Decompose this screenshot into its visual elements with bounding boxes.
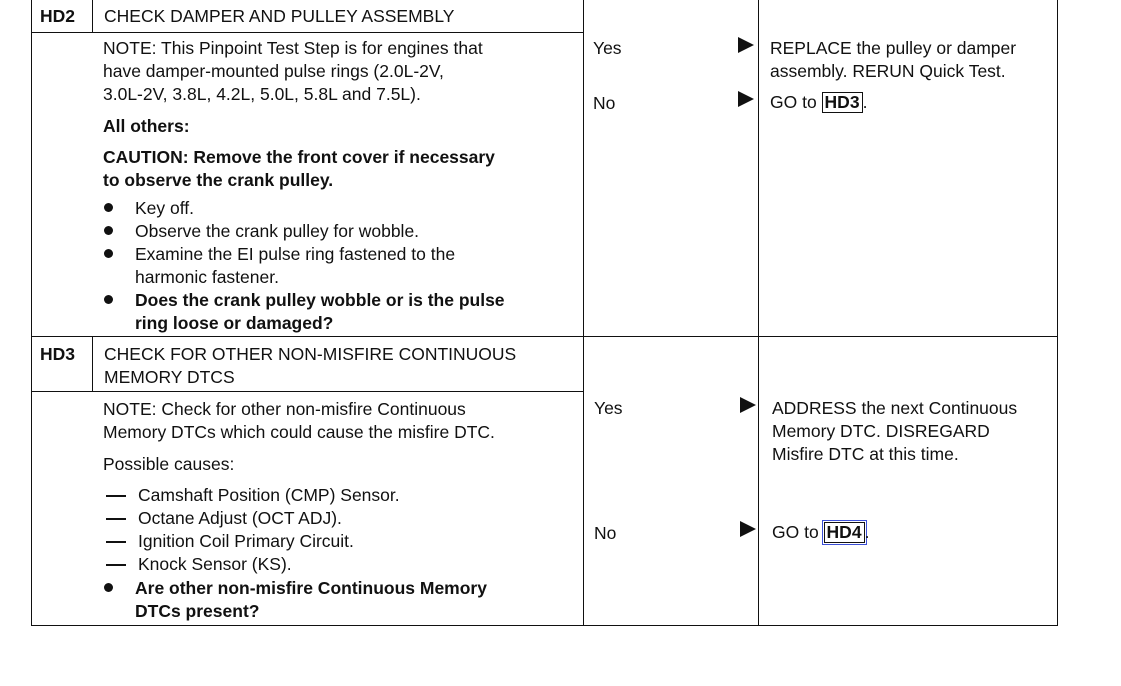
note-line: NOTE: This Pinpoint Test Step is for engines that [103,38,483,58]
note-line: Memory DTCs which could cause the misfire DTC. [103,422,495,442]
question-text: Are other non-misfire Continuous Memory [135,578,487,598]
result-action-goto [772,521,869,544]
table-bottom-border [31,625,1058,626]
goto-suffix: . [864,522,870,542]
table-right-border [1057,0,1058,626]
goto-hd4-link[interactable]: HD4 [824,522,865,543]
bullet-text: harmonic fastener. [135,267,279,287]
goto-prefix: GO to [770,92,822,112]
step-title: MEMORY DTCS [104,367,235,387]
note-line: have damper-mounted pulse rings (2.0L-2V, [103,61,444,81]
bullet-icon [104,203,113,212]
result-answer-yes: Yes [593,38,622,58]
result-action: ADDRESS the next Continuous [772,398,1018,418]
result-answer-yes: Yes [594,398,623,418]
test-column-right-border [583,0,584,626]
goto-prefix: GO to [772,522,824,542]
dash-icon [106,518,126,520]
goto-hd3-link[interactable]: HD3 [822,92,863,113]
question-text: ring loose or damaged? [135,313,334,333]
step-id: HD3 [40,344,76,364]
result-action: REPLACE the pulley or damper [770,38,1017,58]
bullet-text: Key off. [135,198,195,218]
step-title: CHECK FOR OTHER NON-MISFIRE CONTINUOUS [104,344,517,364]
bullet-icon [104,226,113,235]
caution-line: to observe the crank pulley. [103,170,334,190]
hd3-title-bottom-rule [31,391,584,392]
table-left-border [31,0,32,626]
bullet-text: Examine the EI pulse ring fastened to the [135,244,456,264]
step-title: CHECK DAMPER AND PULLEY ASSEMBLY [104,6,455,26]
arrow-right-icon [738,91,754,107]
bullet-text: Observe the crank pulley for wobble. [135,221,420,241]
result-answer-no: No [593,93,616,113]
possible-causes-label: Possible causes: [103,454,235,474]
arrow-right-icon [738,37,754,53]
dash-icon [106,564,126,566]
question-text: Does the crank pulley wobble or is the pulse [135,290,505,310]
goto-suffix: . [862,92,868,112]
bullet-icon [104,249,113,258]
bullet-icon [104,583,113,592]
note-line: NOTE: Check for other non-misfire Continuous [103,399,466,419]
note-line: 3.0L-2V, 3.8L, 4.2L, 5.0L, 5.8L and 7.5L). [103,84,421,104]
cause-item: Camshaft Position (CMP) Sensor. [138,485,400,505]
cause-item: Octane Adjust (OCT ADJ). [138,508,342,528]
result-column-right-border [758,0,759,626]
hd2-hd3-separator [31,336,1058,337]
caution-line: CAUTION: Remove the front cover if necessary [103,147,495,167]
result-action-goto [770,91,867,114]
result-action: Misfire DTC at this time. [772,444,959,464]
arrow-right-icon [740,521,756,537]
cause-item: Ignition Coil Primary Circuit. [138,531,354,551]
arrow-right-icon [740,397,756,413]
dash-icon [106,495,126,497]
all-others-label: All others: [103,116,190,136]
cause-item: Knock Sensor (KS). [138,554,292,574]
result-action: Memory DTC. DISREGARD [772,421,990,441]
dash-icon [106,541,126,543]
question-text: DTCs present? [135,601,260,621]
id-column-divider-hd3 [92,336,93,392]
result-answer-no: No [594,523,617,543]
result-action: assembly. RERUN Quick Test. [770,61,1006,81]
id-column-divider-hd2 [92,0,93,33]
bullet-icon [104,295,113,304]
step-id: HD2 [40,6,76,26]
hd2-title-bottom-rule [31,32,584,33]
